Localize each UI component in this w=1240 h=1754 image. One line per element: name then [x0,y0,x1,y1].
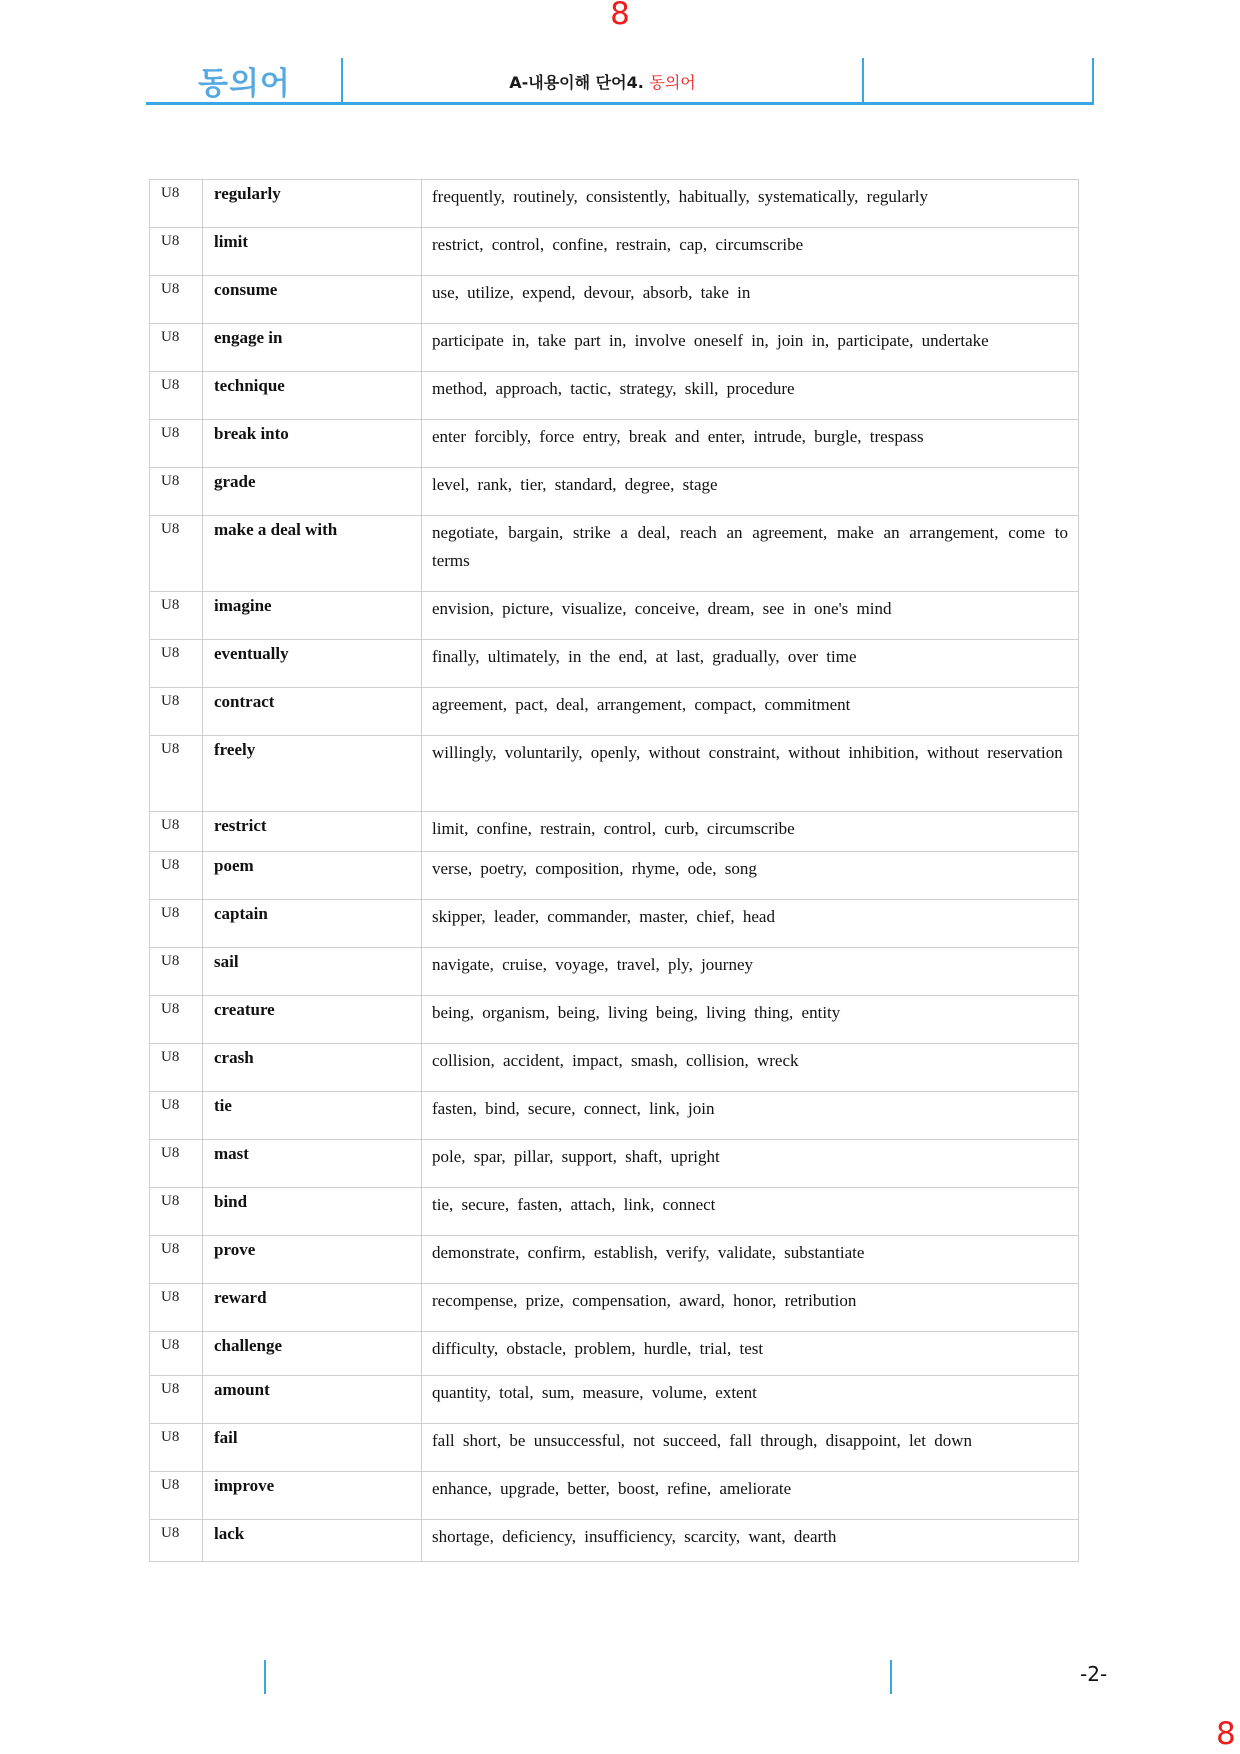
footer-page-number: -2- [1080,1662,1108,1686]
synonyms-cell: use, utilize, expend, devour, absorb, take in [422,276,1079,324]
table-row [150,812,1079,852]
header-title: 동의어 [198,66,291,102]
synonym-table [149,179,1079,1562]
table-row [150,640,1079,688]
word-cell: poem [203,852,422,900]
word-cell: technique [203,372,422,420]
word-cell: eventually [203,640,422,688]
unit-cell: U8 [150,948,203,996]
synonyms-cell: being, organism, being, living being, living thing, entity [422,996,1079,1044]
synonyms-cell: agreement, pact, deal, arrangement, compact, commitment [422,688,1079,736]
word-cell: crash [203,1044,422,1092]
synonym-table-body [150,180,1079,1562]
document-header [146,58,1094,105]
unit-cell: U8 [150,640,203,688]
word-cell: restrict [203,812,422,852]
table-row [150,1188,1079,1236]
word-cell: challenge [203,1332,422,1376]
synonyms-cell: frequently, routinely, consistently, habitually, systematically, regularly [422,180,1079,228]
table-row [150,1140,1079,1188]
unit-cell: U8 [150,516,203,592]
synonyms-cell: restrict, control, confine, restrain, cap, circumscribe [422,228,1079,276]
unit-cell: U8 [150,996,203,1044]
synonyms-cell: pole, spar, pillar, support, shaft, upright [422,1140,1079,1188]
synonyms-cell: tie, secure, fasten, attach, link, connect [422,1188,1079,1236]
table-row [150,228,1079,276]
unit-cell: U8 [150,276,203,324]
table-row [150,1376,1079,1424]
word-cell: lack [203,1520,422,1562]
table-row [150,688,1079,736]
unit-cell: U8 [150,1376,203,1424]
word-cell: consume [203,276,422,324]
word-cell: engage in [203,324,422,372]
unit-cell: U8 [150,228,203,276]
synonyms-cell: enhance, upgrade, better, boost, refine, ameliorate [422,1472,1079,1520]
table-row [150,1092,1079,1140]
word-cell: freely [203,736,422,812]
word-cell: prove [203,1236,422,1284]
synonyms-cell: fasten, bind, secure, connect, link, join [422,1092,1079,1140]
word-cell: bind [203,1188,422,1236]
table-row [150,1520,1079,1562]
synonyms-cell: difficulty, obstacle, problem, hurdle, trial, test [422,1332,1079,1376]
unit-cell: U8 [150,1140,203,1188]
unit-cell: U8 [150,1236,203,1284]
synonyms-cell: enter forcibly, force entry, break and enter, intrude, burgle, trespass [422,420,1079,468]
footer-divider-right [890,1660,892,1694]
unit-cell: U8 [150,1472,203,1520]
table-row [150,592,1079,640]
word-cell: improve [203,1472,422,1520]
header-title-cell [146,58,343,102]
synonyms-cell: fall short, be unsuccessful, not succeed, fall through, disappoint, let down [422,1424,1079,1472]
synonyms-cell: negotiate, bargain, strike a deal, reach an agreement, make an arrangement, come to terms [422,516,1079,592]
header-subtitle [343,70,862,93]
word-cell: mast [203,1140,422,1188]
word-cell: grade [203,468,422,516]
synonyms-cell: level, rank, tier, standard, degree, stage [422,468,1079,516]
footer-divider-left [264,1660,266,1694]
word-cell: reward [203,1284,422,1332]
synonyms-cell: navigate, cruise, voyage, travel, ply, journey [422,948,1079,996]
header-subtitle-prefix: A-내용이해 단어4. [509,73,644,92]
unit-cell: U8 [150,592,203,640]
unit-cell: U8 [150,1284,203,1332]
unit-cell: U8 [150,180,203,228]
table-row [150,948,1079,996]
table-row [150,420,1079,468]
synonyms-cell: skipper, leader, commander, master, chief, head [422,900,1079,948]
word-cell: break into [203,420,422,468]
unit-cell: U8 [150,812,203,852]
synonyms-cell: envision, picture, visualize, conceive, dream, see in one's mind [422,592,1079,640]
unit-cell: U8 [150,1092,203,1140]
header-subtitle-accent: 동의어 [649,73,696,92]
unit-cell: U8 [150,1424,203,1472]
word-cell: limit [203,228,422,276]
unit-cell: U8 [150,1332,203,1376]
word-cell: tie [203,1092,422,1140]
table-row [150,900,1079,948]
table-row [150,1284,1079,1332]
word-cell: fail [203,1424,422,1472]
word-cell: imagine [203,592,422,640]
table-row [150,516,1079,592]
table-row [150,1044,1079,1092]
word-cell: amount [203,1376,422,1424]
word-cell: contract [203,688,422,736]
table-row [150,852,1079,900]
table-row [150,1236,1079,1284]
unit-cell: U8 [150,1044,203,1092]
table-row [150,276,1079,324]
table-row [150,1472,1079,1520]
unit-cell: U8 [150,372,203,420]
table-row [150,324,1079,372]
unit-cell: U8 [150,900,203,948]
synonyms-cell: quantity, total, sum, measure, volume, extent [422,1376,1079,1424]
table-row [150,996,1079,1044]
unit-cell: U8 [150,468,203,516]
table-row [150,1332,1079,1376]
word-cell: sail [203,948,422,996]
synonyms-cell: collision, accident, impact, smash, collision, wreck [422,1044,1079,1092]
synonyms-cell: verse, poetry, composition, rhyme, ode, song [422,852,1079,900]
unit-cell: U8 [150,324,203,372]
header-subtitle-cell [343,58,864,102]
synonyms-cell: willingly, voluntarily, openly, without constraint, without inhibition, without reservation [422,736,1079,812]
page-number-corner: 8 [1216,1716,1236,1752]
unit-cell: U8 [150,1188,203,1236]
table-row [150,180,1079,228]
word-cell: regularly [203,180,422,228]
synonyms-cell: shortage, deficiency, insufficiency, scarcity, want, dearth [422,1520,1079,1562]
table-row [150,736,1079,812]
unit-cell: U8 [150,852,203,900]
header-blank-cell [864,58,1094,102]
unit-cell: U8 [150,1520,203,1562]
synonyms-cell: finally, ultimately, in the end, at last, gradually, over time [422,640,1079,688]
table-row [150,468,1079,516]
synonyms-cell: method, approach, tactic, strategy, skill, procedure [422,372,1079,420]
synonyms-cell: recompense, prize, compensation, award, honor, retribution [422,1284,1079,1332]
table-row [150,372,1079,420]
page-number-top: 8 [610,0,630,32]
synonyms-cell: demonstrate, confirm, establish, verify, validate, substantiate [422,1236,1079,1284]
synonyms-cell: participate in, take part in, involve oneself in, join in, participate, undertake [422,324,1079,372]
word-cell: creature [203,996,422,1044]
unit-cell: U8 [150,688,203,736]
synonyms-cell: limit, confine, restrain, control, curb, circumscribe [422,812,1079,852]
table-row [150,1424,1079,1472]
word-cell: captain [203,900,422,948]
unit-cell: U8 [150,420,203,468]
unit-cell: U8 [150,736,203,812]
word-cell: make a deal with [203,516,422,592]
